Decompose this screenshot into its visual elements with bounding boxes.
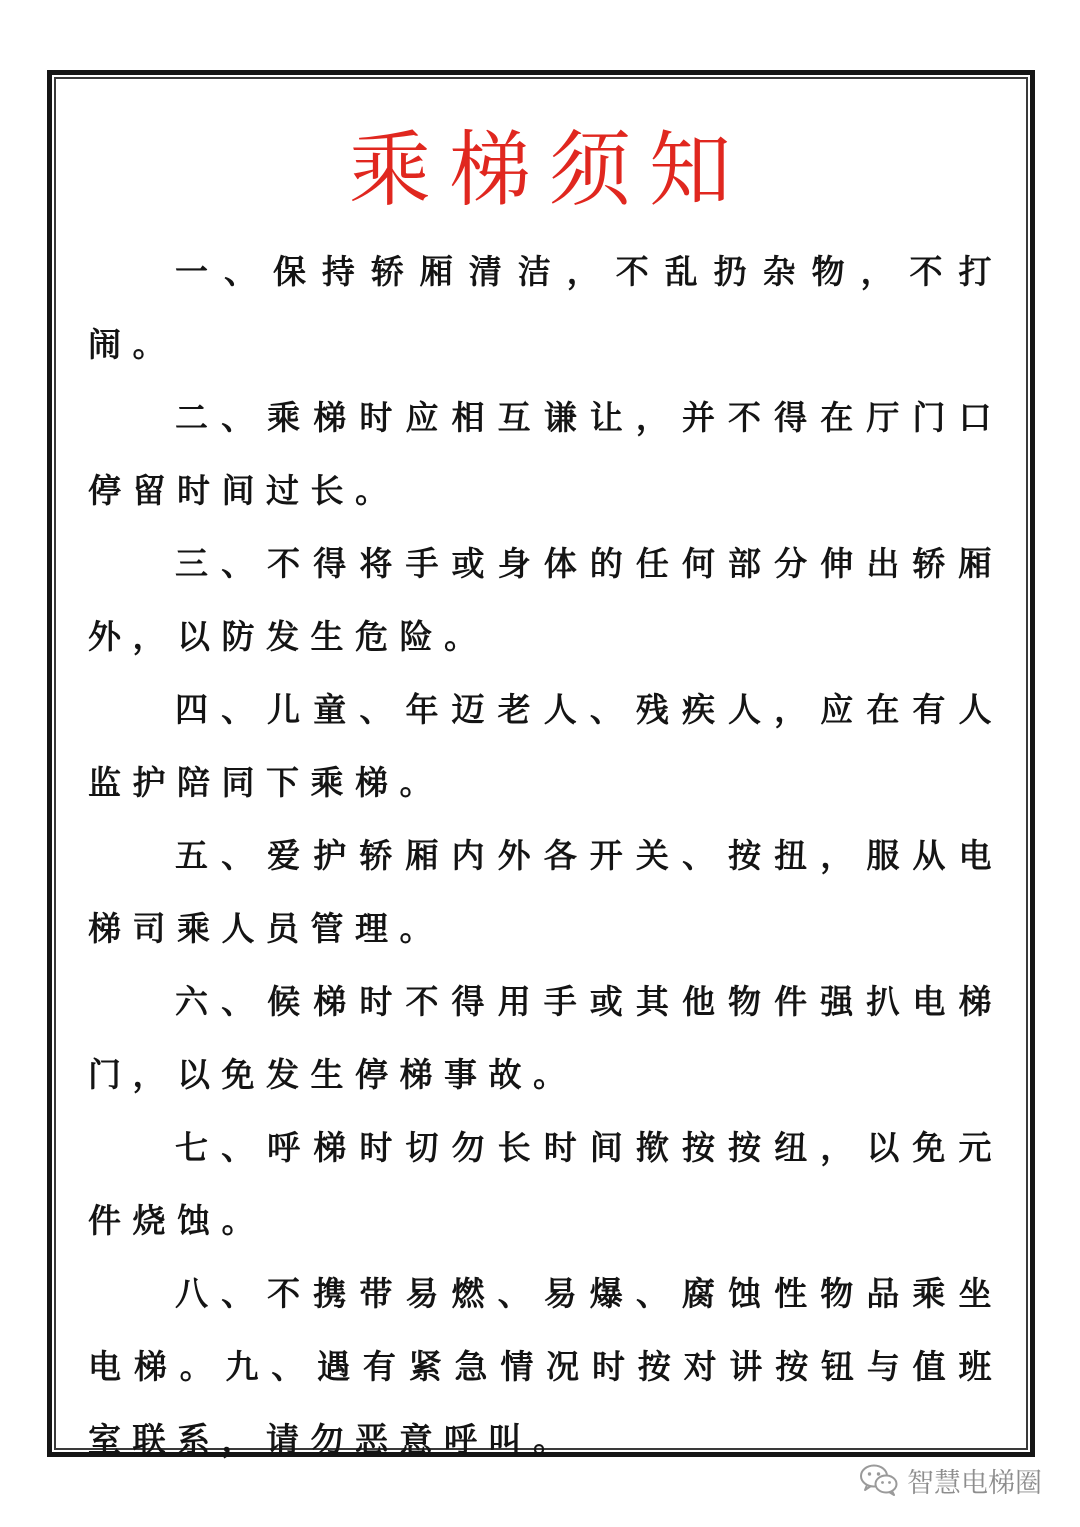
rule-item-7: 七、呼梯时切勿长时间揿按按纽，以免元件烧蚀。 (88, 1128, 1003, 1240)
rules-list (88, 235, 1003, 1476)
rule-item-5: 五、爱护轿厢内外各开关、按扭，服从电梯司乘人员管理。 (88, 836, 1003, 948)
rule-item-6: 六、候梯时不得用手或其他物件强扒电梯门，以免发生停梯事故。 (88, 982, 1003, 1094)
watermark-text: 智慧电梯圈 (907, 1467, 1042, 1499)
rule-item-1: 一、保持轿厢清洁，不乱扔杂物，不打闹。 (88, 252, 1003, 364)
rule-item-2: 二、乘梯时应相互谦让，并不得在厅门口停留时间过长。 (88, 398, 1003, 510)
watermark (859, 1458, 1042, 1502)
rule-item-4: 四、儿童、年迈老人、残疾人，应在有人监护陪同下乘梯。 (88, 690, 1003, 802)
wechat-icon (859, 1463, 899, 1497)
rule-item-8: 八、不携带易燃、易爆、腐蚀性物品乘坐电梯。九、遇有紧急情况时按对讲按钮与值班室联系，请勿恶意呼叫。 (88, 1274, 1003, 1459)
rule-item-3: 三、不得将手或身体的任何部分伸出轿厢外，以防发生危险。 (88, 544, 1003, 656)
sign-title: 乘梯须知 (348, 123, 749, 218)
